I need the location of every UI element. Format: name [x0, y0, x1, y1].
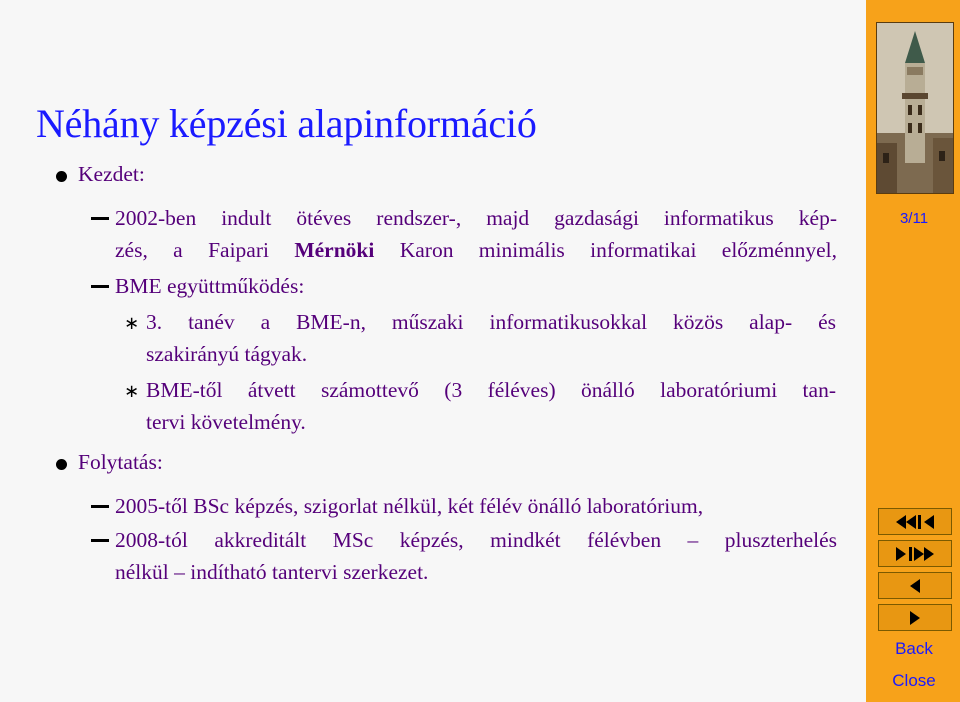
- next-page-button[interactable]: [878, 604, 952, 631]
- dash-icon: [91, 285, 109, 288]
- back-button[interactable]: Back: [895, 639, 933, 658]
- emphasis-text: Mérnöki: [294, 238, 375, 262]
- item-line: 2002-ben indult ötéves rendszer-, majd gazdasági informatikus kép-: [115, 206, 837, 230]
- navigation-sidebar: [866, 0, 960, 702]
- next-page-icon: [905, 610, 925, 626]
- bullet-icon: [56, 459, 67, 470]
- item-line: 2008-tól akkreditált MSc képzés, mindkét félévben – pluszterhelés: [115, 528, 837, 552]
- item-line-part: zés, a Faipari: [115, 238, 295, 262]
- dash-icon: [91, 505, 109, 508]
- section-label-folytatas: Folytatás:: [78, 450, 163, 474]
- section-label-kezdet: Kezdet:: [78, 162, 145, 186]
- last-page-button[interactable]: [878, 540, 952, 567]
- subitem-line: 3. tanév a BME-n, műszaki informatikusokkal közös alap- és: [146, 310, 836, 334]
- item-line: 2005-től BSc képzés, szigorlat nélkül, két félév önálló laboratórium,: [115, 494, 704, 518]
- item-line: BME együttműködés:: [115, 274, 305, 298]
- asterisk-icon: ∗: [124, 381, 140, 402]
- close-button[interactable]: Close: [892, 671, 936, 690]
- first-page-icon: [892, 514, 938, 530]
- first-page-button[interactable]: [878, 508, 952, 535]
- previous-page-icon: [905, 578, 925, 594]
- dash-icon: [91, 539, 109, 542]
- previous-page-button[interactable]: [878, 572, 952, 599]
- dash-icon: [91, 217, 109, 220]
- item-line: nélkül – indítható tantervi szerkezet.: [115, 560, 429, 584]
- item-line-part: Karon minimális informatikai előzménnyel,: [374, 238, 837, 262]
- subitem-line: szakirányú tágyak.: [146, 342, 308, 366]
- subitem-line: tervi követelmény.: [146, 410, 306, 434]
- page-title: Néhány képzési alapinformáció: [36, 101, 537, 146]
- asterisk-icon: ∗: [124, 313, 140, 334]
- tower-photo-icon: [876, 22, 954, 194]
- item-line: [115, 240, 837, 262]
- bullet-icon: [56, 171, 67, 182]
- page-indicator: 3/11: [899, 210, 929, 227]
- last-page-icon: [892, 546, 938, 562]
- subitem-line: BME-től átvett számottevő (3 féléves) önálló laboratóriumi tan-: [146, 378, 836, 402]
